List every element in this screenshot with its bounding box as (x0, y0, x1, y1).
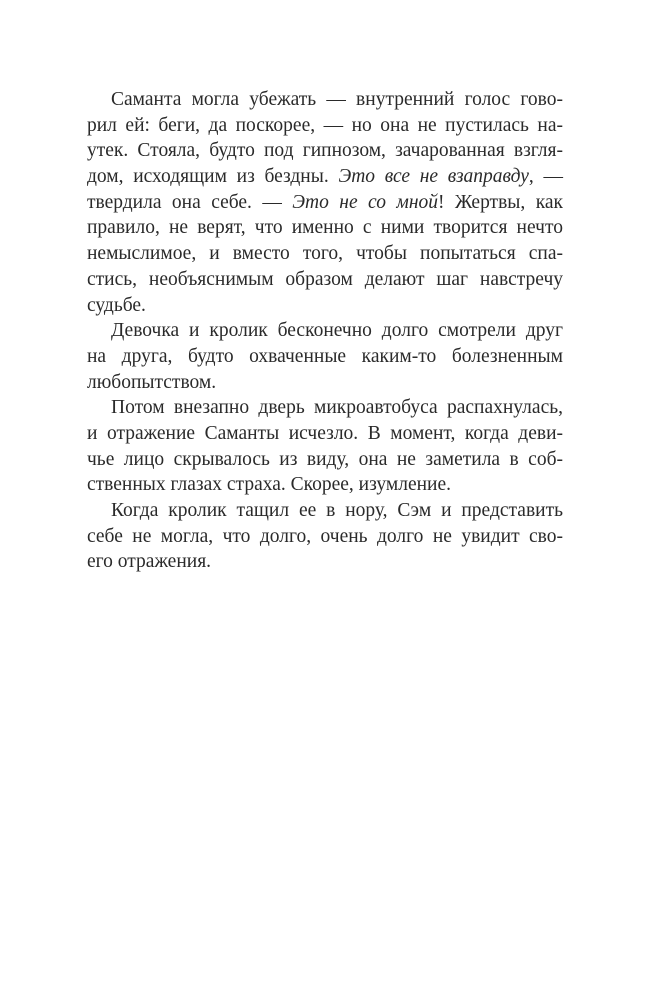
text-segment: твердила она себе. — (87, 191, 293, 213)
text-line (87, 549, 563, 575)
text-segment: любопытством. (87, 371, 217, 393)
text-segment: , — (528, 166, 564, 188)
text-line (87, 421, 563, 447)
text-segment: ! Жертвы, как (438, 191, 563, 213)
paragraph (87, 395, 563, 498)
text-line (87, 395, 563, 421)
text-line (87, 472, 563, 498)
text-line (87, 267, 563, 293)
text-segment: стись, необъяснимым образом делают шаг навстречу (87, 268, 563, 290)
text-line (87, 370, 563, 396)
text-line (87, 164, 563, 190)
book-page-text (87, 87, 563, 575)
text-segment: и отражение Саманты исчезло. В момент, когда деви- (87, 422, 563, 444)
text-line (87, 344, 563, 370)
text-line (87, 87, 563, 113)
text-segment: на друга, будто охваченные каким-то болезненным (87, 345, 563, 367)
paragraph (87, 87, 563, 318)
text-line (87, 190, 563, 216)
text-segment: Потом внезапно дверь микроавтобуса распахнулась, (111, 397, 563, 419)
text-line (87, 241, 563, 267)
text-segment: Саманта могла убежать — внутренний голос гово- (111, 89, 563, 110)
text-segment: ственных глазах страха. Скорее, изумление. (87, 474, 452, 496)
italic-text: Это не со мной (292, 191, 439, 213)
text-segment: чье лицо скрывалось из виду, она не заметила в соб- (87, 448, 563, 470)
italic-text: Это все не взаправду (338, 166, 529, 188)
text-line (87, 138, 563, 164)
paragraph (87, 498, 563, 575)
text-segment: утек. Стояла, будто под гипнозом, зачарованная взгля- (87, 140, 563, 162)
text-segment: Девочка и кролик бесконечно долго смотрели друг (111, 320, 563, 342)
text-line (87, 113, 563, 139)
text-line (87, 524, 563, 550)
text-segment: судьбе. (87, 294, 146, 316)
text-line (87, 447, 563, 473)
text-segment: дом, исходящим из бездны. (87, 166, 339, 188)
text-line (87, 293, 563, 319)
text-segment: Когда кролик тащил ее в нору, Сэм и представить (111, 500, 563, 521)
paragraph (87, 318, 563, 395)
text-segment: его отражения. (87, 551, 212, 573)
text-line (87, 318, 563, 344)
text-segment: рил ей: беги, да поскорее, — но она не пустилась на- (87, 114, 563, 136)
text-segment: немыслимое, и вместо того, чтобы попытаться спа- (87, 243, 563, 265)
text-line (87, 215, 563, 241)
text-segment: правило, не верят, что именно с ними творится нечто (87, 217, 563, 239)
text-line (87, 498, 563, 524)
text-segment: себе не могла, что долго, очень долго не увидит сво- (87, 525, 563, 547)
